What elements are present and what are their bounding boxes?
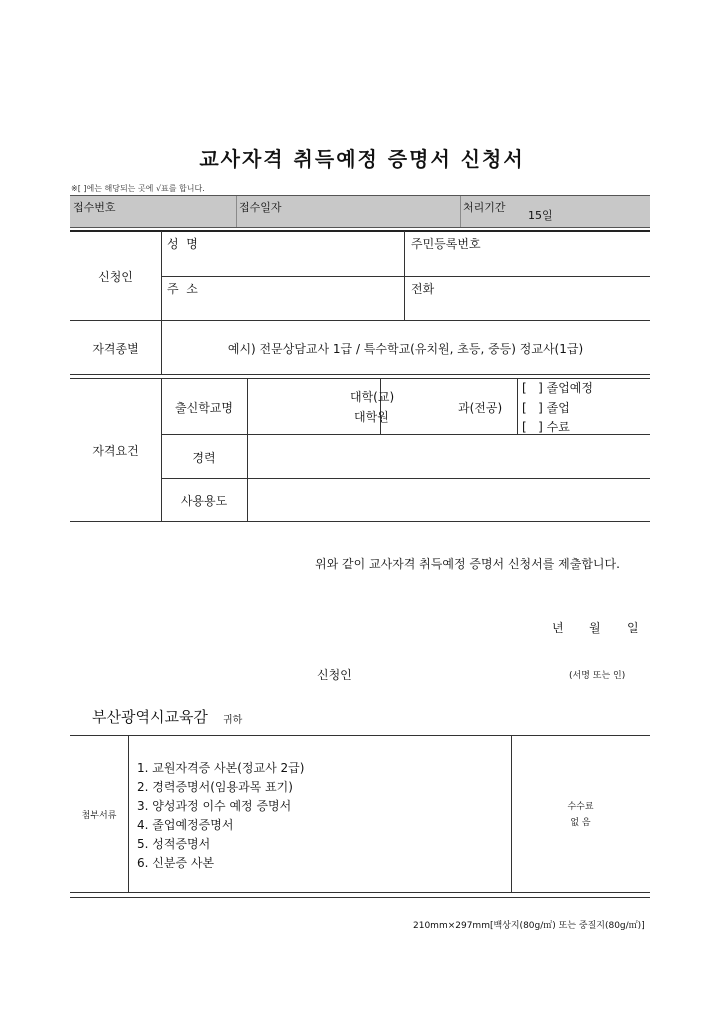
page-title: 교사자격 취득예정 증명서 신청서 — [199, 147, 525, 171]
resident-no-label: 주민등록번호 — [411, 237, 481, 251]
addressee-name: 부산광역시교육감 — [92, 708, 208, 726]
attachment-item: 3. 양성과정 이수 예정 증명서 — [137, 799, 292, 813]
sign-note: (서명 또는 인) — [569, 671, 626, 681]
status-option-completed[interactable]: [ ] 수료 — [522, 420, 570, 434]
status-option-graduated[interactable]: [ ] 졸업 — [522, 401, 570, 415]
major-label: 과(전공) — [458, 401, 503, 415]
processing-period-label: 처리기간 — [463, 201, 506, 214]
registration-bar — [70, 195, 650, 228]
signer-label: 신청인 — [317, 668, 352, 682]
address-label: 주 소 — [167, 282, 198, 296]
attachment-item: 2. 경력증명서(임용과목 표기) — [137, 780, 293, 794]
applicant-section-label: 신청인 — [98, 270, 133, 284]
date-year-label: 년 — [552, 621, 564, 635]
phone-label: 전화 — [411, 282, 435, 296]
instruction-note: ※[ ]에는 해당되는 곳에 √표를 합니다. — [71, 184, 205, 193]
requirements-section-label: 자격요건 — [92, 444, 139, 458]
date-day-label: 일 — [627, 621, 639, 635]
addressee-suffix: 귀하 — [223, 715, 243, 726]
fee-value: 없 음 — [570, 818, 591, 828]
processing-period-value: 15일 — [528, 209, 553, 222]
attachment-item: 1. 교원자격증 사본(정교사 2급) — [137, 761, 305, 775]
qualification-type-example: 예시) 전문상담교사 1급 / 특수학교(유치원, 초등, 중등) 정교사(1급) — [227, 342, 584, 356]
university-label: 대학(교) — [350, 390, 395, 404]
attachment-item: 4. 졸업예정증명서 — [137, 818, 234, 832]
attachment-item: 5. 성적증명서 — [137, 837, 211, 851]
paper-spec-footer: 210mm×297mm[백상지(80g/㎡) 또는 중질지(80g/㎡)] — [413, 921, 645, 931]
date-month-label: 월 — [589, 621, 601, 635]
receipt-date-label: 접수일자 — [239, 201, 282, 214]
submission-statement: 위와 같이 교사자격 취득예정 증명서 신청서를 제출합니다. — [315, 557, 620, 571]
fee-label: 수수료 — [567, 802, 594, 812]
school-name-label: 출신학교명 — [175, 401, 233, 415]
qualification-type-label: 자격종별 — [92, 342, 139, 356]
purpose-label: 사용용도 — [180, 494, 228, 508]
attachment-item: 6. 신분증 사본 — [137, 856, 215, 870]
career-label: 경력 — [192, 451, 216, 465]
name-label: 성 명 — [167, 237, 198, 251]
receipt-no-label: 접수번호 — [73, 201, 116, 214]
status-option-expected[interactable]: [ ] 졸업예정 — [522, 381, 593, 395]
attachments-label: 첨부서류 — [81, 811, 117, 821]
graduate-school-label: 대학원 — [354, 410, 389, 424]
